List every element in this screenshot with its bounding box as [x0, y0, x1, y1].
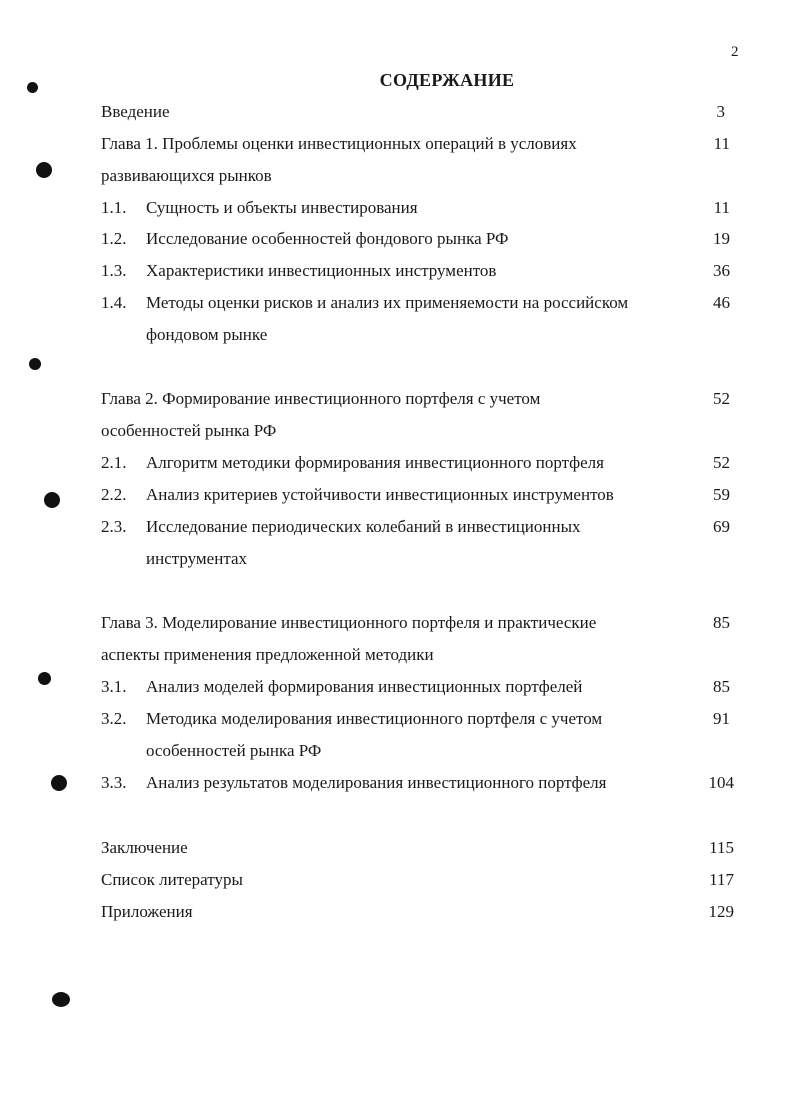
- toc-section-1-3-page: 36: [713, 261, 730, 280]
- toc-section-number: 3.3.: [101, 773, 127, 792]
- toc-section-number: 2.1.: [101, 453, 127, 472]
- toc-appendix-page: 129: [708, 902, 734, 921]
- toc-section-2-3-title[interactable]: Исследование периодических колебаний в инвестиционных: [146, 517, 581, 536]
- toc-section-number: 2.2.: [101, 485, 127, 504]
- toc-section-2-2-title[interactable]: Анализ критериев устойчивости инвестиционных инструментов: [146, 485, 614, 504]
- punch-hole-mark: [36, 162, 52, 178]
- toc-conclusion-title[interactable]: Заключение: [101, 838, 188, 857]
- toc-intro-title[interactable]: Введение: [101, 102, 170, 121]
- toc-section-1-4-title-cont[interactable]: фондовом рынке: [146, 325, 268, 344]
- toc-section-number: 3.2.: [101, 709, 127, 728]
- toc-section-number: 3.1.: [101, 677, 127, 696]
- toc-section-3-2-title-cont[interactable]: особенностей рынка РФ: [146, 741, 322, 760]
- toc-section-2-1-title[interactable]: Алгоритм методики формирования инвестиционного портфеля: [146, 453, 604, 472]
- toc-section-number: 1.3.: [101, 261, 127, 280]
- toc-chapter3-page: 85: [713, 613, 730, 632]
- toc-section-3-2-page: 91: [713, 709, 730, 728]
- toc-intro-page: 3: [716, 102, 725, 121]
- toc-section-number: 1.4.: [101, 293, 127, 312]
- toc-section-2-3-page: 69: [713, 517, 730, 536]
- toc-section-3-2-title[interactable]: Методика моделирования инвестиционного портфеля с учетом: [146, 709, 603, 728]
- toc-chapter2-title[interactable]: Глава 2. Формирование инвестиционного портфеля с учетом: [101, 389, 541, 408]
- punch-hole-mark: [51, 775, 67, 791]
- page-title: СОДЕРЖАНИЕ: [379, 70, 515, 90]
- toc-section-1-2-page: 19: [713, 229, 730, 248]
- toc-chapter1-page: 11: [713, 134, 730, 153]
- toc-section-1-4-title[interactable]: Методы оценки рисков и анализ их применяемости на российском: [146, 293, 629, 312]
- toc-section-number: 2.3.: [101, 517, 127, 536]
- toc-section-3-1-page: 85: [713, 677, 730, 696]
- toc-section-number: 1.1.: [101, 198, 127, 217]
- toc-chapter1-title-cont[interactable]: развивающихся рынков: [101, 166, 272, 185]
- toc-section-1-2-title[interactable]: Исследование особенностей фондового рынка РФ: [146, 229, 509, 248]
- toc-conclusion-page: 115: [709, 838, 734, 857]
- toc-references-title[interactable]: Список литературы: [101, 870, 243, 889]
- toc-section-3-3-title[interactable]: Анализ результатов моделирования инвестиционного портфеля: [146, 773, 607, 792]
- toc-section-1-1-title[interactable]: Сущность и объекты инвестирования: [146, 198, 418, 217]
- punch-hole-mark: [29, 358, 41, 370]
- toc-section-3-1-title[interactable]: Анализ моделей формирования инвестиционных портфелей: [146, 677, 583, 696]
- punch-hole-mark: [27, 82, 38, 93]
- page-number: 2: [731, 44, 739, 60]
- toc-appendix-title[interactable]: Приложения: [101, 902, 193, 921]
- punch-hole-mark: [38, 672, 51, 685]
- punch-hole-mark: [44, 492, 60, 508]
- toc-section-1-4-page: 46: [713, 293, 730, 312]
- toc-references-page: 117: [709, 870, 734, 889]
- toc-chapter1-title[interactable]: Глава 1. Проблемы оценки инвестиционных операций в условиях: [101, 134, 577, 153]
- toc-section-number: 1.2.: [101, 229, 127, 248]
- toc-section-2-1-page: 52: [713, 453, 730, 472]
- toc-section-3-3-page: 104: [708, 773, 734, 792]
- toc-section-1-3-title[interactable]: Характеристики инвестиционных инструментов: [146, 261, 497, 280]
- toc-chapter3-title[interactable]: Глава 3. Моделирование инвестиционного портфеля и практические: [101, 613, 597, 632]
- toc-chapter2-page: 52: [713, 389, 730, 408]
- toc-chapter2-title-cont[interactable]: особенностей рынка РФ: [101, 421, 277, 440]
- punch-hole-mark: [52, 992, 70, 1007]
- toc-chapter3-title-cont[interactable]: аспекты применения предложенной методики: [101, 645, 434, 664]
- toc-section-1-1-page: 11: [713, 198, 730, 217]
- toc-section-2-2-page: 59: [713, 485, 730, 504]
- toc-section-2-3-title-cont[interactable]: инструментах: [146, 549, 248, 568]
